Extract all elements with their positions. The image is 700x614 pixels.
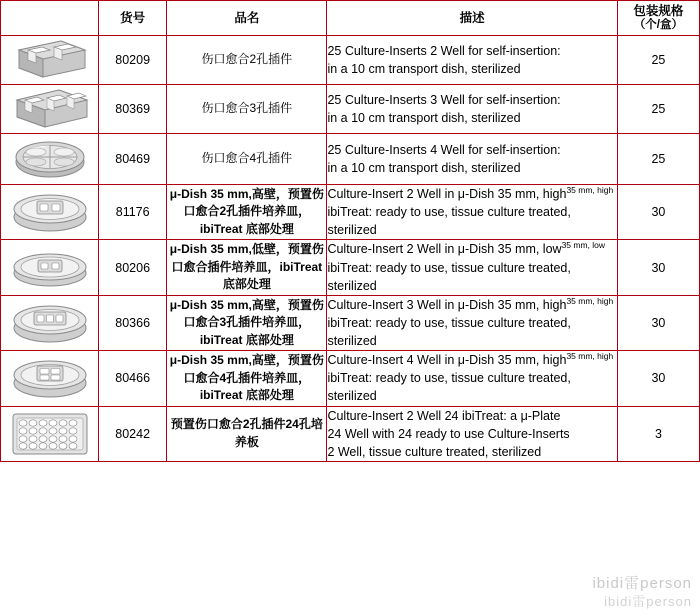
mu-dish-35mm-low-2-well-icon (8, 244, 92, 292)
product-name: 伤口愈合2孔插件 (167, 36, 327, 85)
desc-line: in a 10 cm transport dish, sterilized (327, 111, 521, 125)
product-name: 伤口愈合3孔插件 (167, 85, 327, 134)
header-pack-line1: 包装规格 (633, 4, 684, 19)
product-description (327, 406, 617, 461)
desc-line (327, 296, 616, 314)
desc-line-text: Culture-Insert 4 Well in μ-Dish 35 mm, high (327, 353, 567, 368)
header-code: 货号 (99, 1, 167, 36)
product-code: 80209 (99, 36, 167, 85)
mu-plate-24-well-icon (7, 408, 93, 460)
mu-dish-35mm-high-3-well-icon (8, 298, 92, 348)
desc-line: 2 Well, tissue culture treated, sterilized (327, 444, 542, 459)
culture-insert-2-well-block-icon (9, 36, 91, 84)
table-header (1, 1, 700, 36)
product-description (327, 134, 617, 185)
product-image-cell (1, 185, 99, 240)
desc-line-text: Culture-Insert 3 Well in μ-Dish 35 mm, high (327, 297, 567, 312)
table-row (1, 351, 700, 406)
watermark (592, 572, 692, 610)
desc-line: in a 10 cm transport dish, sterilized (327, 161, 521, 175)
header-pack-line2: （个/盒） (633, 18, 684, 31)
desc-line: ibiTreat: ready to use, tissue culture treated, (327, 205, 571, 220)
product-description (327, 36, 617, 85)
product-image-cell (1, 36, 99, 85)
header-pack (617, 1, 699, 36)
desc-line: ibiTreat: ready to use, tissue culture treated, (327, 315, 571, 330)
product-image-cell (1, 406, 99, 461)
product-pack: 3 (617, 406, 699, 461)
desc-line: sterilized (327, 334, 377, 348)
header-row (1, 1, 700, 36)
desc-superscript: 35 mm, high (566, 350, 614, 361)
product-description (327, 185, 617, 240)
product-image-cell (1, 134, 99, 185)
desc-line: 24 Well with 24 ready to use Culture-Inserts (327, 426, 570, 441)
product-name: 伤口愈合4孔插件 (167, 134, 327, 185)
desc-line-text: Culture-Insert 2 Well in μ-Dish 35 mm, high (327, 187, 567, 201)
desc-line: in a 10 cm transport dish, sterilized (327, 62, 521, 76)
desc-line (327, 185, 616, 203)
product-name: 预置伤口愈合2孔插件24孔培养板 (167, 406, 327, 461)
desc-line: sterilized (327, 223, 377, 238)
desc-line: Culture-Insert 2 Well 24 ibiTreat: a μ-Plate (327, 408, 561, 423)
product-code: 80242 (99, 406, 167, 461)
header-image (1, 1, 99, 36)
desc-line-text: Culture-Insert 2 Well in μ-Dish 35 mm, low (327, 242, 562, 257)
watermark-line1: ibidi雷person (592, 575, 692, 592)
product-image-cell (1, 295, 99, 350)
table-row (1, 185, 700, 240)
product-name: μ-Dish 35 mm,高壁，预置伤口愈合2孔插件培养皿，ibiTreat 底部处理 (167, 185, 327, 240)
desc-line: 25 Culture-Inserts 4 Well for self-insertion: (327, 142, 561, 157)
product-name: μ-Dish 35 mm,高壁，预置伤口愈合3孔插件培养皿，ibiTreat 底部处理 (167, 295, 327, 350)
desc-line: sterilized (327, 389, 377, 404)
desc-line (327, 351, 616, 369)
product-pack: 25 (617, 36, 699, 85)
desc-line: 25 Culture-Inserts 2 Well for self-insertion: (327, 43, 561, 58)
product-description (327, 351, 617, 406)
product-code: 80206 (99, 240, 167, 295)
mu-dish-35mm-high-2-well-icon (8, 187, 92, 237)
product-code: 81176 (99, 185, 167, 240)
product-code: 80369 (99, 85, 167, 134)
table-body (1, 36, 700, 462)
desc-superscript: 35 mm, low (561, 240, 606, 251)
product-name: μ-Dish 35 mm,高壁，预置伤口愈合4孔插件培养皿，ibiTreat 底部处理 (167, 351, 327, 406)
product-pack: 30 (617, 295, 699, 350)
desc-line (327, 240, 616, 258)
desc-line: 25 Culture-Inserts 3 Well for self-insertion: (327, 92, 561, 107)
desc-superscript: 35 mm, high (566, 295, 614, 306)
desc-line: ibiTreat: ready to use, tissue culture treated, (327, 371, 571, 386)
product-image-cell (1, 85, 99, 134)
product-code: 80366 (99, 295, 167, 350)
header-description: 描述 (327, 1, 617, 36)
product-code: 80466 (99, 351, 167, 406)
product-description (327, 85, 617, 134)
product-description (327, 295, 617, 350)
table-row (1, 85, 700, 134)
product-pack: 30 (617, 240, 699, 295)
desc-line: sterilized (327, 278, 377, 293)
desc-line: ibiTreat: ready to use, tissue culture treated, (327, 260, 571, 275)
product-description (327, 240, 617, 295)
product-pack: 30 (617, 185, 699, 240)
culture-insert-3-well-block-icon (9, 85, 91, 133)
watermark-line2: ibidi雷person (604, 594, 692, 609)
product-pack: 25 (617, 85, 699, 134)
table-row (1, 240, 700, 295)
culture-insert-4-well-round-icon (8, 134, 92, 184)
product-pack: 25 (617, 134, 699, 185)
table-row (1, 406, 700, 461)
header-name: 品名 (167, 1, 327, 36)
table-row (1, 295, 700, 350)
desc-superscript: 35 mm, high (566, 184, 614, 195)
table-row (1, 36, 700, 85)
product-image-cell (1, 351, 99, 406)
mu-dish-35mm-high-4-well-icon (8, 353, 92, 403)
table-row (1, 134, 700, 185)
product-image-cell (1, 240, 99, 295)
product-name: μ-Dish 35 mm,低壁，预置伤口愈合插件培养皿，ibiTreat 底部处理 (167, 240, 327, 295)
product-pack: 30 (617, 351, 699, 406)
product-code: 80469 (99, 134, 167, 185)
